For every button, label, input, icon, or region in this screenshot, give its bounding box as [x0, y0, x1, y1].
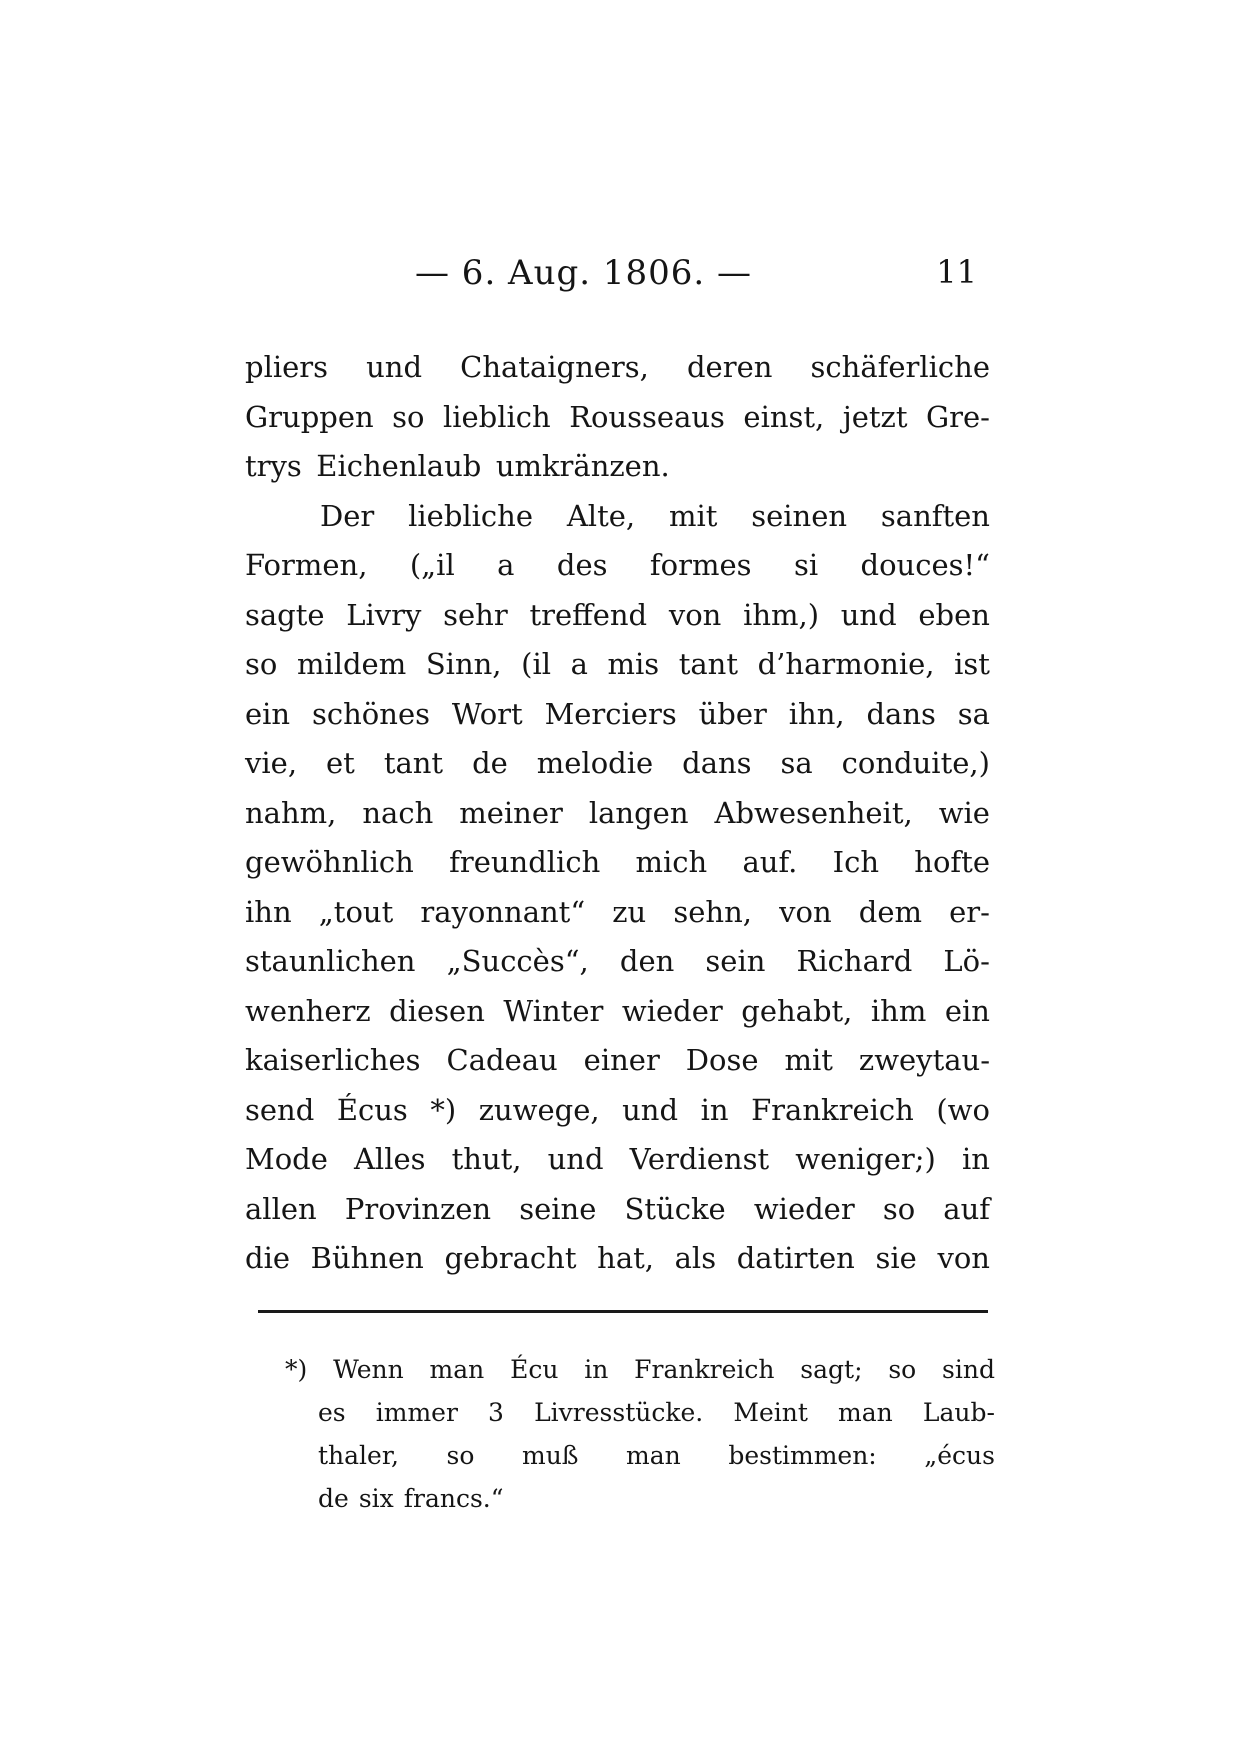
footnote-line: es immer 3 Livresstücke. Meint man Laub- — [318, 1398, 995, 1427]
page-number: 11 — [936, 253, 977, 291]
text-line: trys Eichenlaub umkränzen. — [245, 449, 670, 483]
text-line: kaiserliches Cadeau einer Dose mit zweytau- — [245, 1043, 990, 1077]
footnote — [285, 1348, 995, 1520]
footnote-line: *) Wenn man Écu in Frankreich sagt; so sind — [285, 1355, 995, 1384]
text-line: ihn „tout rayonnant“ zu sehn, von dem er- — [245, 894, 990, 929]
text-line: sagte Livry sehr treffend von ihm,) und eben — [245, 597, 990, 632]
text-line: staunlichen „Succès“, den sein Richard Lö- — [245, 944, 990, 978]
running-head: — 6. Aug. 1806. — — [415, 253, 753, 293]
text-line: Gruppen so lieblich Rousseaus einst, jetzt Gre- — [245, 399, 990, 434]
text-line: so mildem Sinn, (il a mis tant d’harmonie, ist — [245, 647, 990, 681]
footnote-line: de six francs.“ — [318, 1484, 504, 1513]
footnote-line: thaler, so muß man bestimmen: „écus — [318, 1441, 995, 1470]
text-line: ein schönes Wort Merciers über ihn, dans sa — [245, 696, 990, 731]
text-line: send Écus *) zuwege, und in Frankreich (wo — [245, 1092, 990, 1127]
text-line: Der liebliche Alte, mit seinen sanften — [320, 498, 990, 533]
text-line: Mode Alles thut, und Verdienst weniger;) in — [245, 1142, 990, 1176]
text-line: die Bühnen gebracht hat, als datirten sie von — [245, 1241, 990, 1275]
text-line: pliers und Chataigners, deren schäferliche — [245, 350, 990, 384]
text-line: nahm, nach meiner langen Abwesenheit, wie — [245, 795, 990, 830]
text-line: vie, et tant de melodie dans sa conduite,) — [245, 746, 990, 780]
body-text — [245, 343, 990, 1284]
text-line: gewöhnlich freundlich mich auf. Ich hofte — [245, 845, 990, 879]
text-line: Formen, („il a des formes si douces!“ — [245, 548, 990, 582]
text-line: allen Provinzen seine Stücke wieder so auf — [245, 1191, 990, 1226]
footnote-divider — [258, 1310, 988, 1313]
text-line: wenherz diesen Winter wieder gehabt, ihm ein — [245, 993, 990, 1028]
page-header — [245, 253, 985, 303]
